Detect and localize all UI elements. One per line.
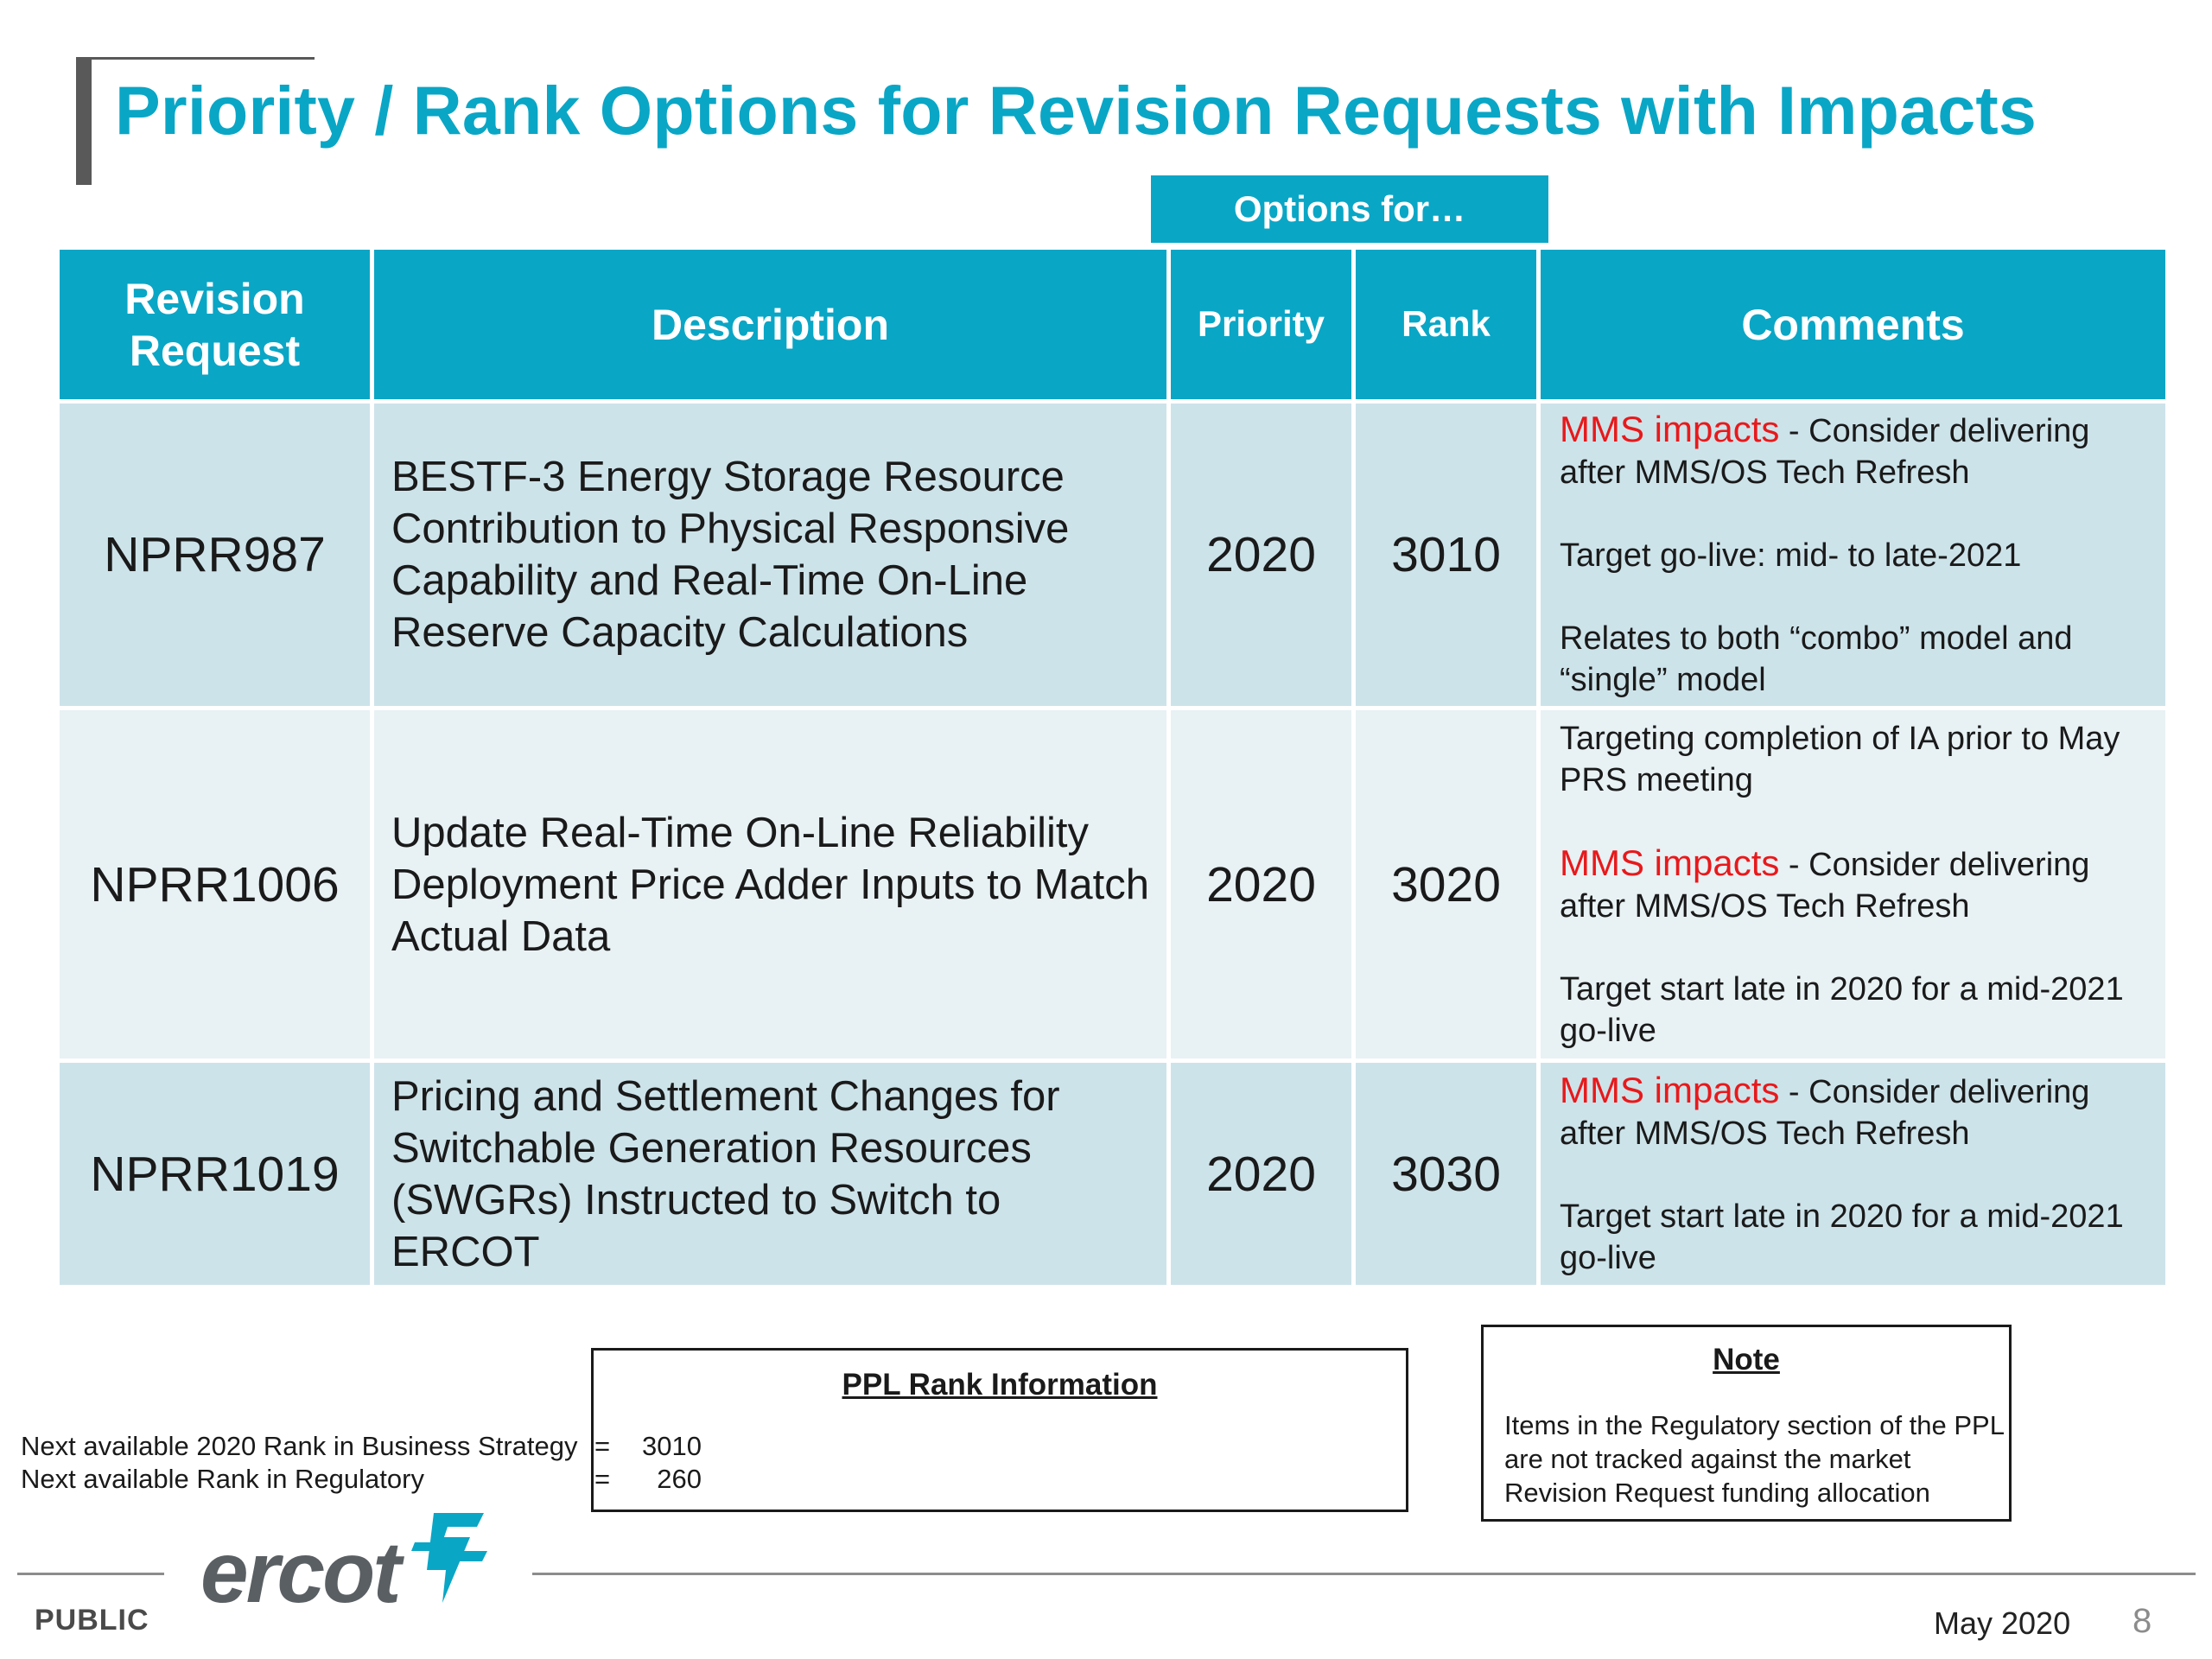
classification-label: PUBLIC	[35, 1604, 149, 1637]
ercot-bolt-icon	[408, 1508, 491, 1612]
revision-request-id: NPRR1006	[58, 709, 372, 1061]
ppl-rank-label: Next available Rank in Regulatory	[21, 1464, 424, 1494]
mms-impacts-label: MMS impacts	[1560, 409, 1780, 449]
comment-text: - Consider delivering after MMS/OS Tech Refresh	[1560, 413, 2090, 491]
note-title: Note	[1713, 1343, 1780, 1376]
header-comments: Comments	[1539, 248, 2168, 402]
table-row	[58, 402, 2168, 709]
footer-divider-right	[532, 1573, 2196, 1575]
revision-request-id: NPRR1019	[58, 1061, 372, 1287]
comments-cell	[1539, 709, 2168, 1061]
footer-date: May 2020	[1934, 1605, 2071, 1641]
description-cell: BESTF-3 Energy Storage Resource Contribution to Physical Responsive Capability and Real-Time On-Line Reserve Capacity Calculations	[372, 402, 1169, 709]
ppl-rank-label: Next available 2020 Rank in Business Strategy	[21, 1431, 578, 1461]
ercot-logo	[200, 1512, 491, 1621]
comment-paragraph: Relates to both “combo” model and “single” model	[1560, 620, 2073, 698]
comment-paragraph	[1560, 409, 2157, 493]
comment-paragraph: Target go-live: mid- to late-2021	[1560, 537, 2022, 574]
comment-paragraph: Target start late in 2020 for a mid-2021 go-live	[1560, 970, 2124, 1049]
ppl-rank-equals: =	[594, 1464, 611, 1494]
options-for-header: Options for…	[1151, 175, 1548, 243]
table-header-row	[58, 248, 2168, 402]
table-row	[58, 1061, 2168, 1287]
mms-impacts-label: MMS impacts	[1560, 1069, 1780, 1110]
priority-cell: 2020	[1169, 402, 1354, 709]
comments-cell	[1539, 1061, 2168, 1287]
revision-request-id: NPRR987	[58, 402, 372, 709]
comment-text: - Consider delivering after MMS/OS Tech Refresh	[1560, 1073, 2090, 1152]
mms-impacts-label: MMS impacts	[1560, 842, 1780, 883]
comments-cell	[1539, 402, 2168, 709]
table-row	[58, 709, 2168, 1061]
ppl-rank-value: 260	[657, 1464, 702, 1494]
rank-cell: 3010	[1354, 402, 1539, 709]
logo-wordmark: ercot	[200, 1524, 399, 1621]
priority-cell: 2020	[1169, 1061, 1354, 1287]
header-description: Description	[372, 248, 1169, 402]
comment-paragraph: Target start late in 2020 for a mid-2021 go-live	[1560, 1198, 2124, 1276]
header-priority: Priority	[1169, 248, 1354, 402]
header-revision-request: Revision Request	[58, 248, 372, 402]
comment-text: - Consider delivering after MMS/OS Tech Refresh	[1560, 846, 2090, 925]
title-accent-bar-top	[76, 57, 315, 60]
ppl-rank-info-box	[591, 1348, 1408, 1512]
revision-requests-table	[55, 245, 2170, 1289]
header-rank: Rank	[1354, 248, 1539, 402]
priority-cell: 2020	[1169, 709, 1354, 1061]
page-number: 8	[2133, 1602, 2152, 1640]
comment-paragraph	[1560, 842, 2157, 927]
title-accent-bar-left	[76, 57, 92, 185]
ppl-rank-row	[21, 1464, 702, 1495]
slide-title: Priority / Rank Options for Revision Requests with Impacts	[115, 72, 2037, 149]
note-box	[1481, 1325, 2012, 1522]
ppl-rank-equals: =	[594, 1431, 611, 1461]
ppl-rank-row	[21, 1431, 702, 1462]
note-body: Items in the Regulatory section of the PPL are not tracked against the market Revision Request funding allocation	[1504, 1410, 2004, 1508]
footer-divider-left	[17, 1573, 164, 1575]
ppl-rank-info-title: PPL Rank Information	[842, 1368, 1158, 1402]
comment-paragraph: Targeting completion of IA prior to May PRS meeting	[1560, 720, 2120, 798]
ppl-rank-value: 3010	[642, 1431, 702, 1461]
description-cell: Update Real-Time On-Line Reliability Deployment Price Adder Inputs to Match Actual Data	[372, 709, 1169, 1061]
rank-cell: 3030	[1354, 1061, 1539, 1287]
comment-paragraph	[1560, 1070, 2157, 1154]
rank-cell: 3020	[1354, 709, 1539, 1061]
description-cell: Pricing and Settlement Changes for Switchable Generation Resources (SWGRs) Instructed to Switch to ERCOT	[372, 1061, 1169, 1287]
